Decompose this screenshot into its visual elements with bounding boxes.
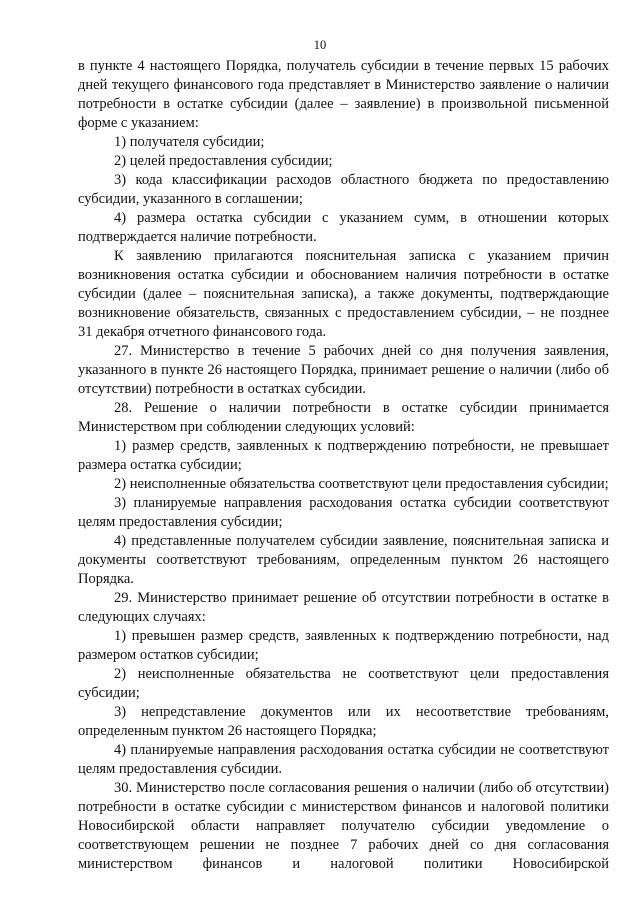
case-1: 1) превышен размер средств, заявленных к подтверждению потребности, над размером остатков субсидии; bbox=[78, 628, 609, 663]
paragraph-attachments: К заявлению прилагаются пояснительная записка с указанием причин возникновения остатка субсидии и обоснованием наличия потребности в остатке субсидии (далее – пояснительная записка), а также документы, подтверждающие возникновение обязательств, связанных с предоставлением субсидии, – не позднее 31 декабря отчетного финансового года. bbox=[78, 248, 609, 340]
clause-30: 30. Министерство после согласования решения о наличии (либо об отсутствии) потребности в остатке субсидии с министерством финансов и налоговой политики Новосибирской области направляет получателю субсидии уведомление о соответствующем решении не позднее 7 рабочих дней со дня согласования министерством финансов и налоговой политики Новосибирской bbox=[78, 780, 609, 872]
case-4: 4) планируемые направления расходования остатка субсидии не соответствуют целям предоставления субсидии. bbox=[78, 742, 609, 777]
condition-1: 1) размер средств, заявленных к подтверждению потребности, не превышает размера остатка субсидии; bbox=[78, 438, 609, 473]
clause-27: 27. Министерство в течение 5 рабочих дней со дня получения заявления, указанного в пункте 26 настоящего Порядка, принимает решение о наличии (либо об отсутствии) потребности в остатках субсидии. bbox=[78, 343, 609, 397]
list-item-budget-code: 3) кода классификации расходов областного бюджета по предоставлению субсидии, указанного в соглашении; bbox=[78, 172, 609, 207]
clause-29: 29. Министерство принимает решение об отсутствии потребности в остатке в следующих случаях: bbox=[78, 590, 609, 625]
case-3: 3) непредставление документов или их несоответствие требованиям, определенным пунктом 26 настоящего Порядка; bbox=[78, 704, 609, 739]
case-2: 2) неисполненные обязательства не соответствуют цели предоставления субсидии; bbox=[78, 666, 609, 701]
paragraph-intro: в пункте 4 настоящего Порядка, получатель субсидии в течение первых 15 рабочих дней текущего финансового года представляет в Министерство заявление о наличии потребности в остатке субсидии (далее – заявление) в произвольной письменной форме с указанием: bbox=[78, 58, 609, 131]
condition-4: 4) представленные получателем субсидии заявление, пояснительная записка и документы соответствуют требованиям, определенным пунктом 26 настоящего Порядка. bbox=[78, 533, 609, 587]
page-number: 10 bbox=[313, 38, 327, 52]
condition-3: 3) планируемые направления расходования остатка субсидии соответствуют целям предоставления субсидии; bbox=[78, 495, 609, 530]
list-item-recipient: 1) получателя субсидии; bbox=[114, 134, 265, 150]
list-item-remainder-size: 4) размера остатка субсидии с указанием сумм, в отношении которых подтверждается наличие потребности. bbox=[78, 210, 609, 245]
list-item-goals: 2) целей предоставления субсидии; bbox=[114, 153, 333, 169]
clause-28: 28. Решение о наличии потребности в остатке субсидии принимается Министерством при соблюдении следующих условий: bbox=[78, 400, 609, 435]
document-body bbox=[78, 57, 609, 874]
condition-2: 2) неисполненные обязательства соответствуют цели предоставления субсидии; bbox=[114, 476, 609, 492]
